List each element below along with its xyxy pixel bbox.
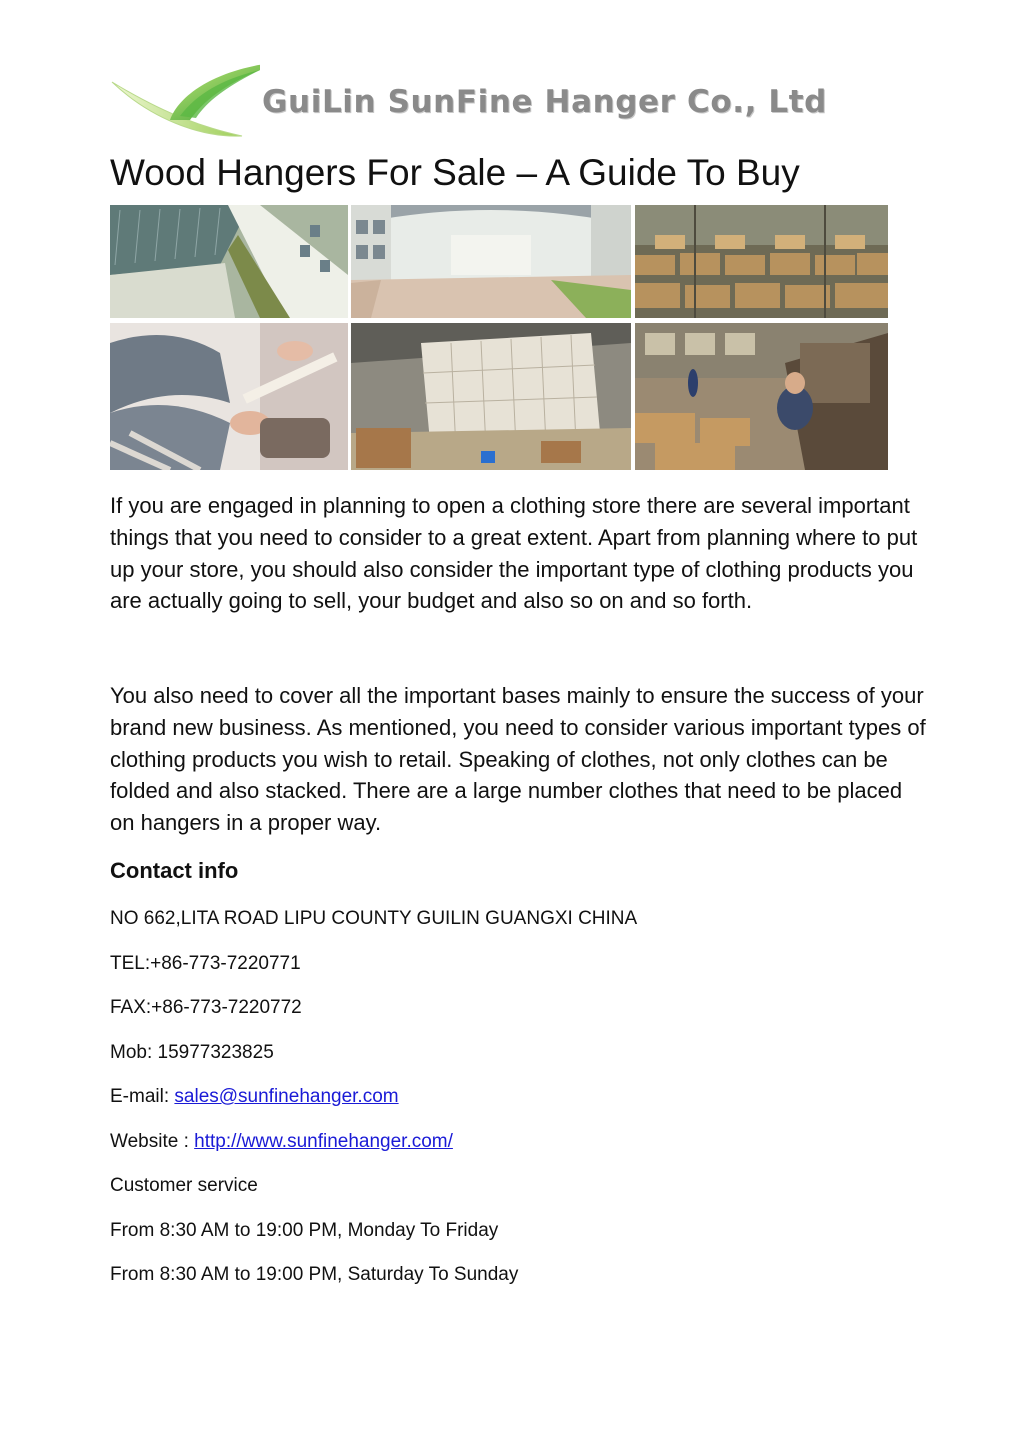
photo-gallery — [110, 205, 888, 470]
company-name: GuiLin SunFine Hanger Co., Ltd — [262, 84, 827, 120]
tel-text: TEL:+86-773-7220771 — [110, 953, 301, 974]
weekend-hours: From 8:30 AM to 19:00 PM, Saturday To Sunday — [110, 1264, 519, 1285]
factory-exterior-photo — [110, 205, 348, 318]
email-label: E-mail: — [110, 1086, 175, 1107]
customer-service-heading: Customer service — [110, 1175, 258, 1196]
email-line — [110, 1086, 399, 1108]
website-line — [110, 1131, 453, 1153]
factory-courtyard-photo — [351, 205, 631, 318]
page-title: Wood Hangers For Sale – A Guide To Buy — [110, 152, 800, 193]
weekday-hours: From 8:30 AM to 19:00 PM, Monday To Friday — [110, 1220, 499, 1241]
website-link[interactable]: http://www.sunfinehanger.com/ — [194, 1131, 453, 1152]
warehouse-stock-photo — [635, 205, 888, 318]
swoosh-leaf-icon — [110, 58, 260, 148]
contact-heading: Contact info — [110, 858, 239, 883]
email-link[interactable]: sales@sunfinehanger.com — [174, 1086, 399, 1107]
workshop-cutting-photo — [635, 323, 888, 470]
website-label: Website : — [110, 1131, 195, 1152]
drying-kiln-photo — [351, 323, 631, 470]
address-text: NO 662,LITA ROAD LIPU COUNTY GUILIN GUANGXI CHINA — [110, 908, 638, 929]
mobile-text: Mob: 15977323825 — [110, 1042, 274, 1063]
body-paragraph: You also need to cover all the important bases mainly to ensure the success of your brand new business. As mentioned, you need to consider various important types of clothing products you wish to retail. Speaking of clothes, not only clothes can be folded and also stacked. There are a large number clothes that need to be placed on hangers in a proper way. — [110, 683, 926, 836]
fax-text: FAX:+86-773-7220772 — [110, 997, 302, 1018]
company-logo — [110, 58, 900, 148]
intro-paragraph: If you are engaged in planning to open a clothing store there are several important things that you need to consider to a great extent. Apart from planning where to put up your store, you should also consider the important type of clothing products you are actually going to sell, your budget and also so on and so forth. — [110, 493, 918, 614]
worker-sanding-photo — [110, 323, 348, 470]
